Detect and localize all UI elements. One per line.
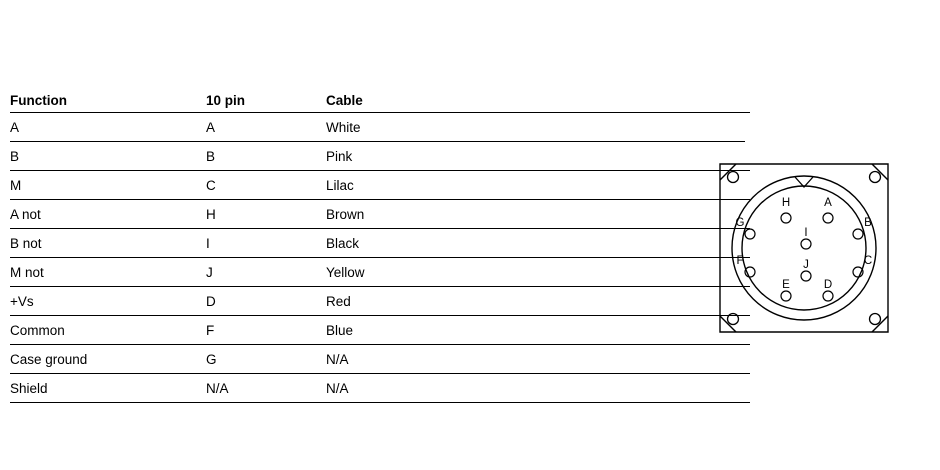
table-row — [10, 374, 750, 403]
column-header-cable: Cable — [326, 88, 750, 113]
cell-function: B not — [10, 229, 206, 258]
column-header-function: Function — [10, 88, 206, 113]
cell-function: Shield — [10, 374, 206, 403]
table-body — [10, 113, 750, 403]
cell-function: Case ground — [10, 345, 206, 374]
cell-cable: Blue — [326, 316, 750, 345]
pin-socket-b — [853, 229, 863, 239]
connector-diagram — [706, 148, 902, 334]
cell-function: A not — [10, 200, 206, 229]
cell-pin: D — [206, 287, 326, 316]
pin-socket-i — [801, 239, 811, 249]
cell-pin: J — [206, 258, 326, 287]
cell-pin: A — [206, 113, 326, 142]
pin-socket-d — [823, 291, 833, 301]
cell-function: M — [10, 171, 206, 200]
cell-cable: Black — [326, 229, 750, 258]
pin-label-e: E — [782, 279, 790, 291]
pin-label-c: C — [863, 255, 873, 267]
pin-socket-j — [801, 271, 811, 281]
pin-label-j: J — [803, 259, 809, 271]
mount-hole-top-right-icon — [870, 172, 881, 183]
table-row — [10, 229, 750, 258]
table-row — [10, 316, 750, 345]
column-header-pin: 10 pin — [206, 88, 326, 113]
cell-function: B — [10, 142, 206, 171]
cell-cable: Red — [326, 287, 750, 316]
table-row — [10, 258, 750, 287]
pin-label-a: A — [824, 197, 832, 209]
table-row — [10, 142, 750, 171]
pin-socket-e — [781, 291, 791, 301]
pin-socket-a — [823, 213, 833, 223]
pin-socket-g — [745, 229, 755, 239]
cell-cable: Yellow — [326, 258, 750, 287]
cell-cable: White — [326, 113, 750, 142]
cell-pin: B — [206, 142, 326, 171]
cell-cable: N/A — [326, 374, 750, 403]
pinout-table — [10, 88, 750, 403]
mount-hole-top-left-icon — [728, 172, 739, 183]
pin-label-i: I — [804, 227, 808, 239]
cell-cable: Lilac — [326, 171, 750, 200]
pin-label-b: B — [864, 217, 872, 229]
pin-label-g: G — [735, 217, 745, 229]
cell-pin: I — [206, 229, 326, 258]
pin-label-f: F — [736, 255, 744, 267]
cell-function: Common — [10, 316, 206, 345]
table-row — [10, 200, 750, 229]
mount-hole-bottom-left-icon — [728, 314, 739, 325]
cell-pin: C — [206, 171, 326, 200]
pin-socket-h — [781, 213, 791, 223]
cell-pin: F — [206, 316, 326, 345]
cell-pin: G — [206, 345, 326, 374]
table-row — [10, 287, 750, 316]
table-row — [10, 345, 750, 374]
mount-hole-bottom-right-icon — [870, 314, 881, 325]
table-row — [10, 171, 750, 200]
cell-function: A — [10, 113, 206, 142]
cell-cable: Brown — [326, 200, 750, 229]
cell-cable: Pink — [326, 142, 750, 171]
table-header — [10, 88, 750, 113]
cell-function: M not — [10, 258, 206, 287]
table-row — [10, 113, 750, 142]
cell-cable: N/A — [326, 345, 750, 374]
table-header-row — [10, 88, 750, 113]
pin-label-d: D — [823, 279, 833, 291]
cell-pin: N/A — [206, 374, 326, 403]
cell-pin: H — [206, 200, 326, 229]
cell-function: +Vs — [10, 287, 206, 316]
pin-label-h: H — [781, 197, 791, 209]
